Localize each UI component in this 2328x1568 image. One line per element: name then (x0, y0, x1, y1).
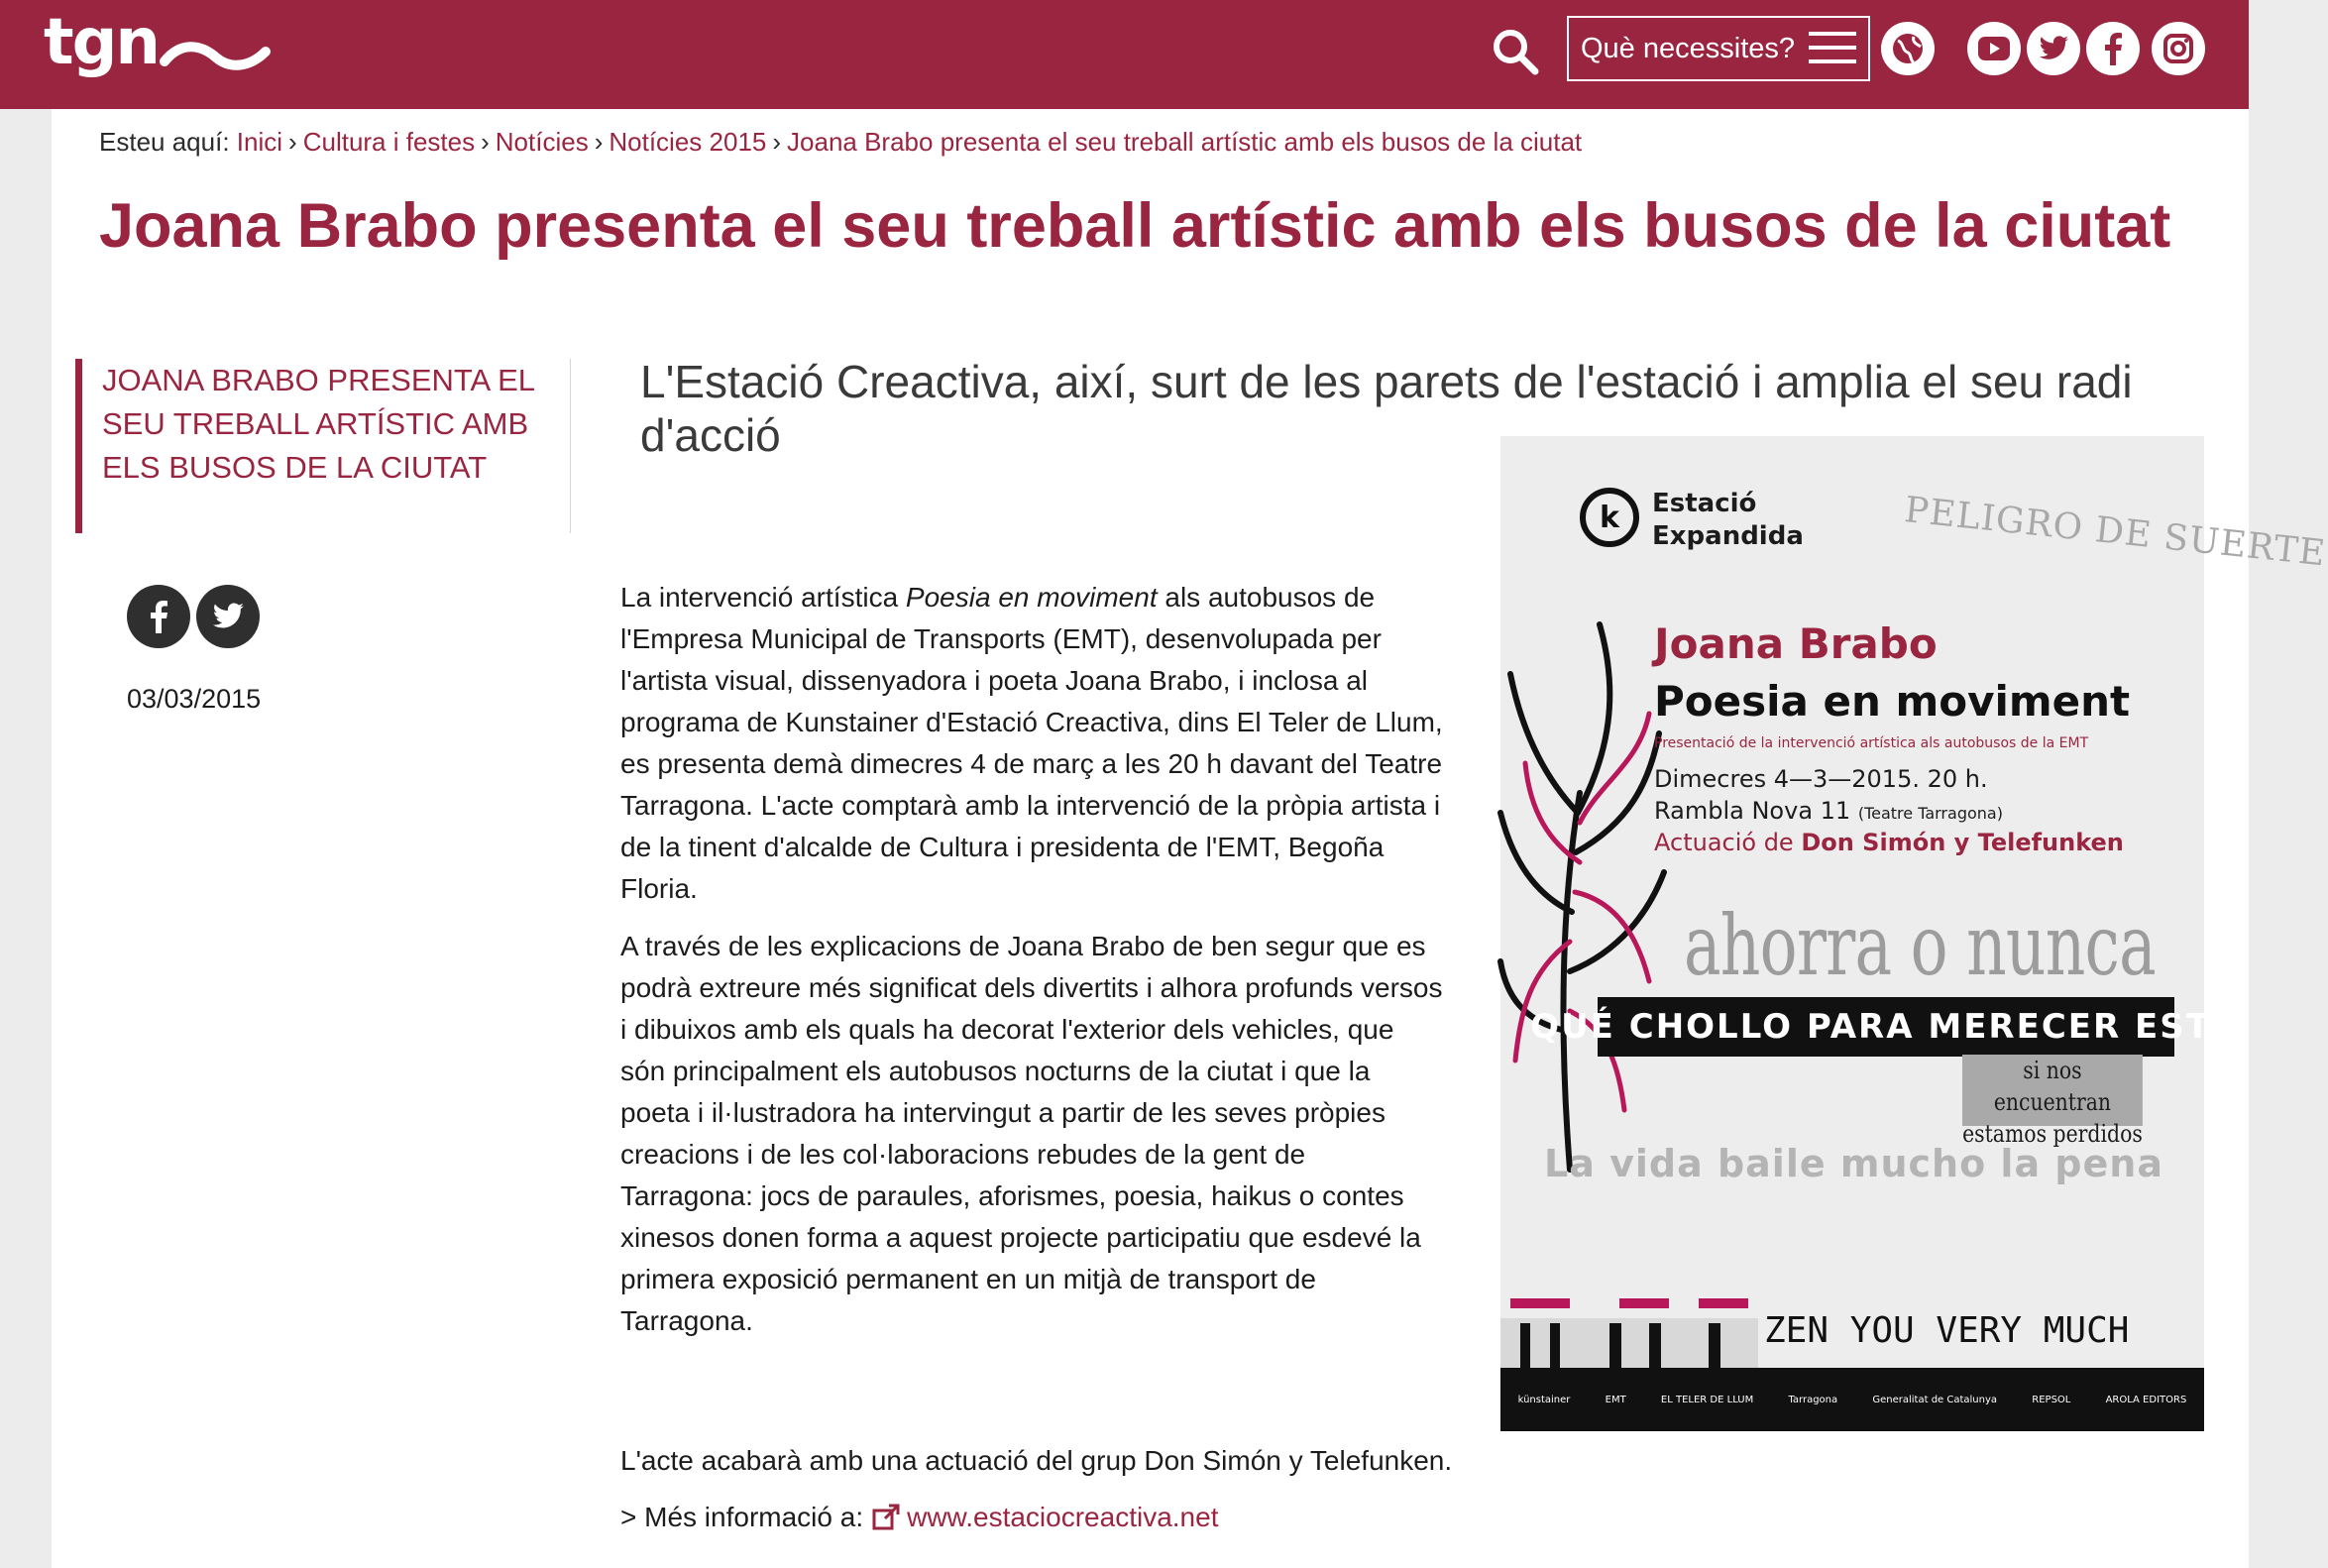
side-summary: JOANA BRABO PRESENTA EL SEU TREBALL ARTÍSTIC AMB ELS BUSOS DE LA CIUTAT (75, 359, 571, 533)
site-logo[interactable] (44, 6, 159, 79)
poster-perdidos: si nos encuentran estamos perdidos (1962, 1057, 2143, 1148)
share-facebook-icon[interactable] (127, 585, 190, 648)
paragraph-2: A través de les explicacions de Joana Brabo de ben segur que es podrà extreure més significat dels divertits i alhora profunds versos i dibuixos amb els quals ha decorat l'exterior dels vehicles, que són principalment els autobusos nocturns de la ciutat i que la poeta i il·lustradora ha intervingut a partir de les seves pròpies creacions i de les col·laboracions rebudes de la gent de Tarragona: jocs de paraules, aforismes, poesia, haikus o contes xinesos donen forma a aquest projecte participatiu que esdevé la primera exposició permanent en un mitjà de transport de Tarragona. (620, 931, 1443, 1336)
more-info-label: > Més informació a: (620, 1502, 864, 1532)
share-twitter-icon[interactable] (196, 585, 260, 648)
breadcrumb-link-culture[interactable]: Cultura i festes (302, 127, 476, 157)
poster-date: Dimecres 4—3—2015. 20 h. (1654, 765, 1988, 793)
plant-illustration (1500, 615, 1669, 1170)
poster-project: Poesia en moviment (1654, 677, 2131, 726)
poster-cholla: QUÉ CHOLLO PARA MERECER ESTO (1598, 997, 2174, 1057)
sponsor-arola: AROLA EDITORS (2105, 1394, 2187, 1405)
poster-peligro: PELIGRO DE SUERTE (1902, 490, 2328, 575)
project-name-emphasis: Poesia en moviment (905, 582, 1158, 613)
publish-date: 03/03/2015 (127, 684, 262, 714)
paragraph-closing: L'acte acabarà amb una actuació del grup Don Simón y Telefunken. (620, 1445, 1453, 1476)
estacio-logo-icon: k (1580, 488, 1639, 547)
sponsor-teler: EL TELER DE LLUM (1660, 1394, 1754, 1405)
poster-artist: Joana Brabo (1654, 619, 1938, 668)
breadcrumb-current[interactable]: Joana Brabo presenta el seu treball artístic amb els busos de la ciutat (787, 127, 1583, 157)
breadcrumb-link-home[interactable]: Inici (236, 127, 283, 157)
external-link-icon (871, 1503, 901, 1532)
poster-zen: ZEN YOU VERY MUCH (1764, 1310, 2130, 1351)
poster-venue: Rambla Nova 11 (Teatre Tarragona) (1654, 797, 2003, 825)
hamburger-icon (1809, 32, 1856, 65)
more-info (620, 1502, 1218, 1533)
page-title: Joana Brabo presenta el seu treball artístic amb els busos de la ciutat (99, 191, 2171, 261)
sponsor-bar (1500, 1368, 2204, 1431)
poster-vida: La vida baile mucho la pena (1544, 1142, 2163, 1185)
event-poster (1500, 436, 2328, 1431)
sponsor-tarragona: Tarragona (1788, 1394, 1838, 1405)
globe-icon[interactable] (1881, 22, 1935, 75)
poster-act: Actuació de Don Simón y Telefunken (1654, 829, 2124, 856)
twitter-icon[interactable] (2027, 22, 2080, 75)
poster-org: Estació Expandida (1652, 489, 1804, 551)
poster-presentation: Presentació de la intervenció artística als autobusos de la EMT (1654, 735, 2089, 751)
need-menu-button[interactable] (1567, 16, 1870, 81)
sponsor-repsol: REPSOL (2032, 1394, 2071, 1405)
breadcrumb-link-news-2015[interactable]: Notícies 2015 (609, 127, 767, 157)
youtube-icon[interactable] (1967, 22, 2021, 75)
breadcrumb: Esteu aquí: Inici › Cultura i festes › Notícies › Notícies 2015 › Joana Brabo presenta el seu treball artístic amb els busos de la ciutat (99, 127, 1583, 157)
paragraph-1: La intervenció artística Poesia en moviment als autobusos de l'Empresa Municipal de Transports (EMT), desenvolupada per l'artista visual, dissenyadora i poeta Joana Brabo, i inclosa al programa de Kunstainer d'Estació Creactiva, dins El Teler de Llum, es presenta demà dimecres 4 de març a les 20 h davant del Teatre Tarragona. L'acte comptarà amb la intervenció de la pròpia artista i de la tinent d'alcalde de Cultura i presidenta de l'EMT, Begoña Floria. (620, 582, 1443, 904)
bus-silhouette (1500, 1298, 1758, 1368)
poster-ahora: ahorra o nunca (1684, 897, 2156, 994)
logo-text: tgn (44, 6, 159, 79)
search-icon[interactable] (1490, 26, 1541, 77)
sponsor-emt: EMT (1605, 1394, 1626, 1405)
article-subtitle: L'Estació Creactiva, així, surt de les parets de l'estació i amplia el seu radi d'acció (640, 356, 2133, 461)
breadcrumb-link-news[interactable]: Notícies (495, 127, 589, 157)
need-menu-label: Què necessites? (1581, 32, 1796, 64)
breadcrumb-prefix: Esteu aquí: (99, 127, 230, 157)
sponsor-kunstainer: künstainer (1517, 1394, 1571, 1405)
instagram-icon[interactable] (2152, 22, 2205, 75)
article-body (620, 577, 1443, 1358)
sponsor-generalitat: Generalitat de Catalunya (1872, 1394, 1998, 1405)
site-header (0, 0, 2249, 109)
more-info-link[interactable]: www.estaciocreactiva.net (907, 1502, 1219, 1532)
logo-wave-icon (161, 36, 270, 75)
facebook-icon[interactable] (2086, 22, 2140, 75)
